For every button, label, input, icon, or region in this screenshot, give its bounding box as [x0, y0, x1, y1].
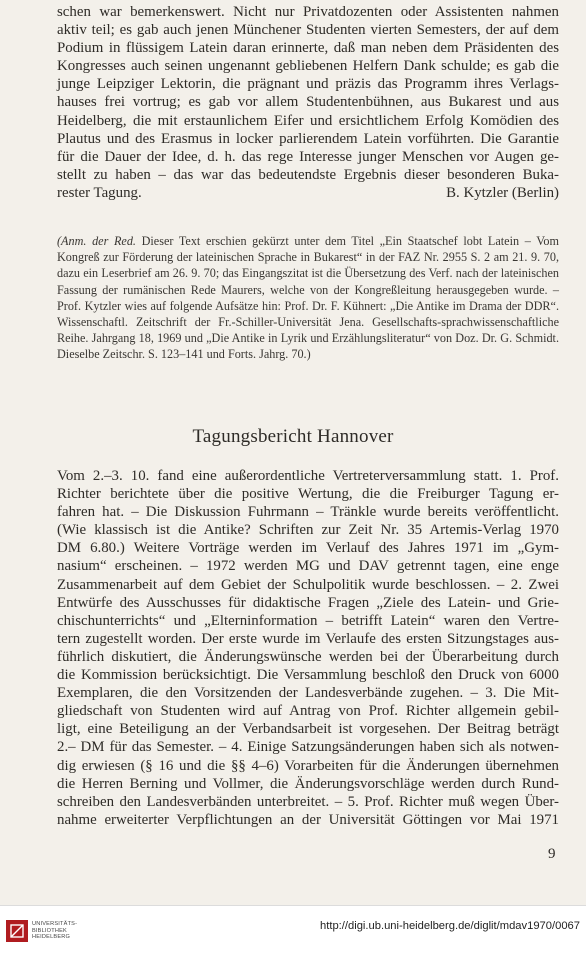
closing-text: rester Tagung. [57, 184, 142, 201]
text-line: Heidelberg, die mit erstaunlichem Eifer und ersichtlichem Erfolg Komödien des [57, 112, 559, 129]
text-line: die Kommission berücksichtigt. Die Versammlung beschloß den Druck von 6000 [57, 667, 559, 684]
logo-line: BIBLIOTHEK [32, 927, 67, 934]
text-line: fahren hat. – Die Diskussion Fuhrmann – Tränkle wurde bereits veröffentlicht. [57, 504, 559, 521]
text-line: die Herren Berning und Vollmer, die Änderungsvorschläge werden durch Rund- [57, 775, 559, 792]
text-line: dig erwiesen (§ 16 und die §§ 4–6) Vorarbeiten für die Änderungen übernehmen [57, 757, 559, 774]
text-line: Kongresses auch seinen ungenannt gebliebenen Helfern Dank schulde; es gab die [57, 58, 559, 75]
text-line: für die Dauer der Idee, d. h. das rege Interesse junger Menschen vor Augen ge- [57, 148, 559, 165]
text-line: Richter berichtete über die positive Wertung, die die Freiburger Tagung er- [57, 486, 559, 503]
text-line: DM 6.80.) Weitere Vorträge werden im Verlauf des Jahres 1971 im „Gym- [57, 540, 559, 557]
text-line: ligt, eine Beteiligung an der Verbandsarbeit ist vorgesehen. Der Beitrag beträgt [57, 721, 559, 738]
text-line: schen war bemerkenswert. Nicht nur Privatdozenten oder Assistenten nahmen [57, 4, 559, 20]
main-paragraph [57, 467, 559, 829]
text-line: junge Leipziger Lektorin, die prägnant und präzis das Programm ihres Verlags- [57, 76, 559, 93]
text-line: Exemplaren, die den Vorsitzenden der Landesverbände zugehen. – 3. Die Mit- [57, 685, 559, 702]
text-line: gliedschaft von Studenten wird auf Antrag von Prof. Richter allgemein gebil- [57, 703, 559, 720]
text-line: tern zugestellt worden. Der erste wurde im Verlaufe des ersten Sitzungstages aus- [57, 630, 559, 647]
section-heading: Tagungsbericht Hannover [192, 426, 394, 447]
text-line: führlich diskutiert, die Änderungswünsche werden bei der Überarbeitung durch [57, 648, 559, 665]
text-line: Zusammenarbeit auf dem Gebiet der Schulpolitik wurde beschlossen. – 2. Zwei [57, 576, 559, 593]
text-line: aktiv teil; es gab auch jenen Münchener Studenten vierten Semesters, der auf dem [57, 22, 559, 39]
text-line: Vom 2.–3. 10. fand eine außerordentliche Vertreterversammlung statt. 1. Prof. [57, 468, 559, 484]
text-line: Podium in flüssigem Latein daran erinnerte, daß man neben dem Präsidenten des [57, 40, 559, 57]
top-paragraph [57, 3, 559, 202]
text-line: Plautus und des Erasmus in locker parlierendem Latein vorführten. Die Garantie [57, 130, 559, 147]
logo-line: UNIVERSITÄTS- [32, 921, 78, 928]
page-number: 9 [548, 846, 556, 862]
logo-line: HEIDELBERG [32, 934, 71, 941]
author-signature: B. Kytzler (Berlin) [446, 184, 559, 201]
note-text: Dieser Text erschien gekürzt unter dem Titel „Ein Staatschef lobt Latein – Vom Kongreß zur Förderung der lateinischen Sprache in Bukarest“ in der FAZ Nr. 2955 S. 2 am 21. 9. 70, dazu ein Leserbrief am 26. 9. 70; das Eingangszitat ist die Übersetzung des Verf. nach der lateinischen Fassung der rumänischen Rede Maurers, welche von der Kongreßleitung herausgegeben wurde. – Prof. Kytzler wies auf folgende Aufsätze hin: Prof. Dr. F. Kühnert: „Die Antike im Drama der DDR“. Wissenschaftl. Zeitschrift der Fr.-Schiller-Universität Jena. Gesellschafts-sprachwissenschaftliche Reihe. Jahrgang 18, 1969 und „Die Antike in Lyrik und Erzählungsliteratur“ von Doz. Dr. G. Schmidt. Dieselbe Zeitschr. S. 123–141 und Forts. Jahrg. 70.) [57, 234, 560, 362]
text-line: 2.– DM für das Semester. – 4. Einige Satzungsänderungen haben sich als notwen- [57, 739, 559, 756]
text-line: nasium“ erscheinen. – 1972 werden MG und DAV getrennt tagen, eine enge [57, 558, 559, 575]
text-line: Entwürfe des Ausschusses für didaktische Fragen „Ziele des Latein- und Grie- [57, 594, 559, 611]
library-logo-text [32, 921, 77, 941]
text-line: nahme erweiterter Verpflichtungen an der Universität Göttingen vor Mai 1971 [57, 811, 559, 828]
viewer-footer [0, 905, 586, 954]
text-line: (Wie klassisch ist die Antike? Schriften zur Zeit Nr. 35 Artemis-Verlag 1970 [57, 522, 559, 539]
source-url-link[interactable]: http://digi.ub.uni-heidelberg.de/diglit/mdav1970/0067 [320, 920, 580, 932]
library-logo[interactable] [6, 916, 90, 946]
note-prefix: (Anm. der Red. [57, 234, 136, 248]
text-line: chischunterrichts“ und „Elterninformation – betrifft Latein“ waren den Vertre- [57, 612, 559, 629]
library-logo-icon [6, 920, 28, 942]
text-line: schreiben den Landesverbänden unterbreitet. – 5. Prof. Richter muß wegen Über- [57, 793, 559, 810]
text-line: hauses frei vortrug; es gab vor allem Studentenbühnen, aus Bukarest und aus [57, 94, 559, 111]
closing-line [57, 184, 559, 202]
editorial-note [57, 233, 559, 363]
text-line: stellt zu haben – das war das bedeutendste Ergebnis dieser besonderen Buka- [57, 166, 559, 183]
